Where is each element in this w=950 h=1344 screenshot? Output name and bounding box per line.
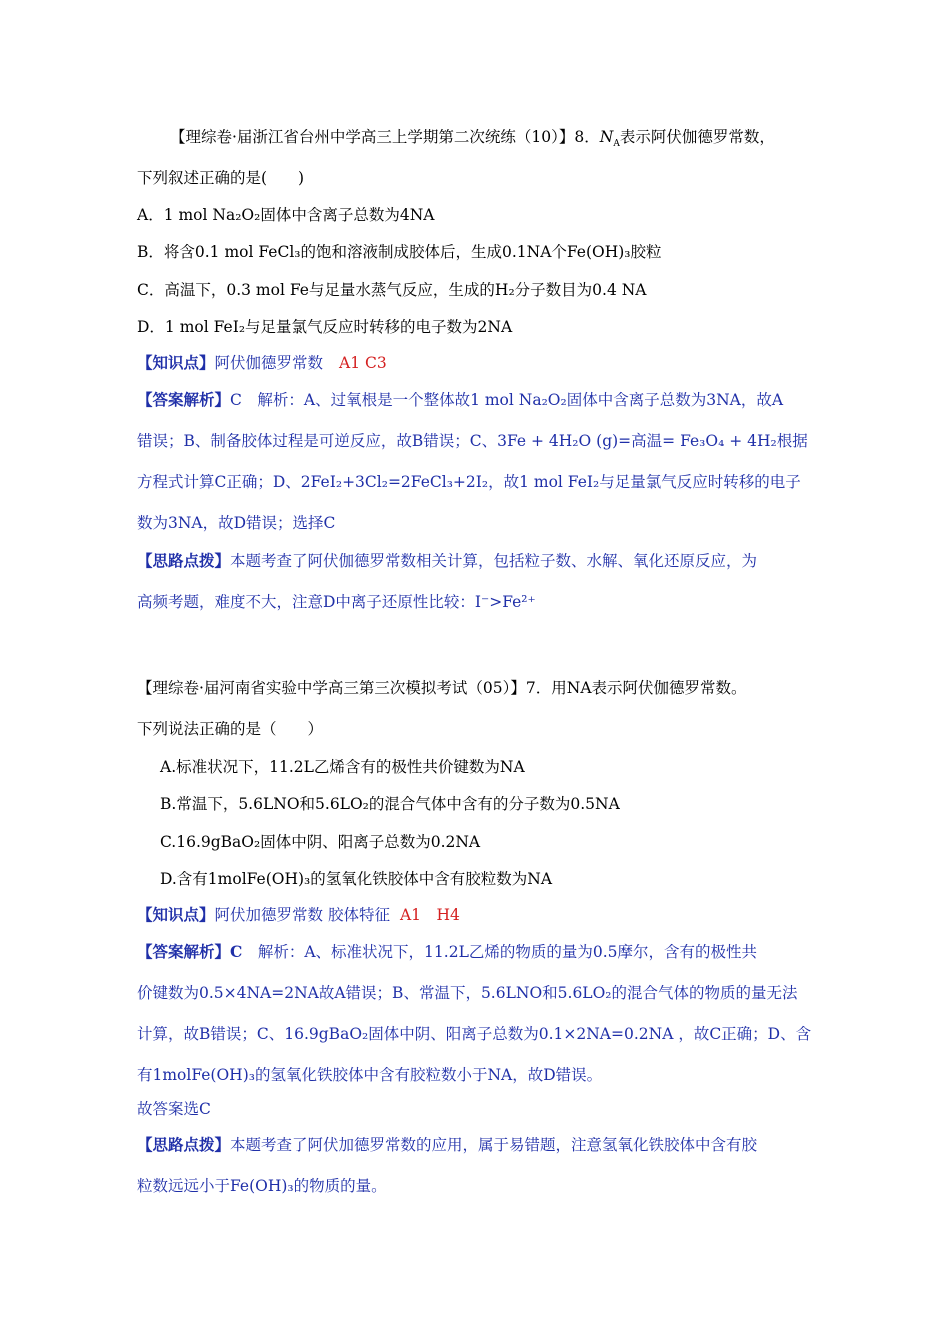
q1-na-symbol: $N_A$ <box>599 128 620 150</box>
q1-answer-line4: 数为3NA，故D错误；选择C <box>137 514 336 532</box>
q1-option-c: C．高温下，0.3 mol Fe与足量水蒸气反应，生成的H₂分子数目为0.4 NA <box>137 281 647 299</box>
q2-tip-line2: 粒数远远小于Fe(OH)₃的物质的量。 <box>137 1177 387 1195</box>
q1-option-b: B．将含0.1 mol FeCl₃的饱和溶液制成胶体后，生成0.1NA个Fe(OH)₃胶粒 <box>137 243 662 261</box>
q1-stem-line1 <box>170 127 775 150</box>
q1-stem-line2: 下列叙述正确的是( ) <box>137 169 305 187</box>
q2-ans-label: 【答案解析】 <box>137 942 231 961</box>
q2-knowledge-point <box>137 905 460 925</box>
q1-knowledge-point <box>137 353 387 373</box>
q1-stem-rest: 表示阿伏伽德罗常数， <box>619 128 775 146</box>
q1-answer-line3: 方程式计算C正确；D、2FeI₂+3Cl₂=2FeCl₃+2I₂，故1 mol FeI₂与足量氯气反应时转移的电子 <box>137 473 801 491</box>
q1-option-a: A．1 mol Na₂O₂固体中含离子总数为4NA <box>137 206 435 224</box>
q2-answer-line2: 价键数为0.5×4NA=2NA故A错误；B、常温下，5.6LNO和5.6LO₂的混合气体的物质的量无法 <box>137 984 798 1002</box>
q1-tip-text1: 本题考查了阿伏伽德罗常数相关计算，包括粒子数、水解、氧化还原反应，为 <box>230 552 758 570</box>
q2-answer-line1 <box>137 942 757 962</box>
q2-kp-codes: A1 H4 <box>399 906 460 924</box>
q1-ans-label: 【答案解析】 <box>137 390 231 409</box>
q1-tip-line2: 高频考题，难度不大，注意D中离子还原性比较：I⁻>Fe²⁺ <box>137 593 536 611</box>
q2-answer-line4: 有1molFe(OH)₃的氢氧化铁胶体中含有胶粒数小于NA，故D错误。 <box>137 1066 603 1084</box>
q2-tip-line1 <box>137 1135 757 1155</box>
q2-option-a: A.标准状况下，11.2L乙烯含有的极性共价键数为NA <box>160 758 525 776</box>
q2-answer-final: 故答案选C <box>137 1100 211 1118</box>
q2-stem-line2: 下列说法正确的是（ ） <box>137 720 324 738</box>
q1-answer-line1 <box>137 390 783 410</box>
q1-ans-text1: C 解析：A、过氧根是一个整体故1 mol Na₂O₂固体中含离子总数为3NA，故A <box>230 391 784 409</box>
q2-ans-text1: 解析：A、标准状况下，11.2L乙烯的物质的量为0.5摩尔，含有的极性共 <box>242 943 758 961</box>
q1-option-d: D．1 mol FeI₂与足量氯气反应时转移的电子数为2NA <box>137 318 513 336</box>
q2-tip-label: 【思路点拨】 <box>137 1135 231 1154</box>
q2-option-c: C.16.9gBaO₂固体中阴、阳离子总数为0.2NA <box>160 833 481 851</box>
q2-kp-text: 阿伏加德罗常数 胶体特征 <box>214 906 390 924</box>
q1-kp-text: 阿伏伽德罗常数 <box>214 354 324 372</box>
q1-tip-line1 <box>137 551 757 571</box>
q2-answer-line3: 计算，故B错误；C、16.9gBaO₂固体中阴、阳离子总数为0.1×2NA=0.2NA ，故C正确；D、含 <box>137 1025 812 1043</box>
q2-option-d: D.含有1molFe(OH)₃的氢氧化铁胶体中含有胶粒数为NA <box>160 870 553 888</box>
q1-answer-line2: 错误；B、制备胶体过程是可逆反应，故B错误；C、3Fe + 4H₂O (g)=高温= Fe₃O₄ + 4H₂根据 <box>137 432 808 450</box>
q2-ans-letter: C <box>230 942 243 961</box>
q1-tip-label: 【思路点拨】 <box>137 551 231 570</box>
q1-kp-label: 【知识点】 <box>137 353 215 372</box>
q2-stem-line1: 【理综卷·届河南省实验中学高三第三次模拟考试（05）】7．用NA表示阿伏伽德罗常数。 <box>137 679 747 697</box>
q1-source: 【理综卷·届浙江省台州中学高三上学期第二次统练（10）】8． <box>170 128 600 146</box>
q1-kp-codes: A1 C3 <box>339 354 387 372</box>
q2-kp-label: 【知识点】 <box>137 905 215 924</box>
q2-tip-text1: 本题考查了阿伏加德罗常数的应用，属于易错题，注意氢氧化铁胶体中含有胶 <box>230 1136 758 1154</box>
q2-option-b: B.常温下，5.6LNO和5.6LO₂的混合气体中含有的分子数为0.5NA <box>160 795 620 813</box>
